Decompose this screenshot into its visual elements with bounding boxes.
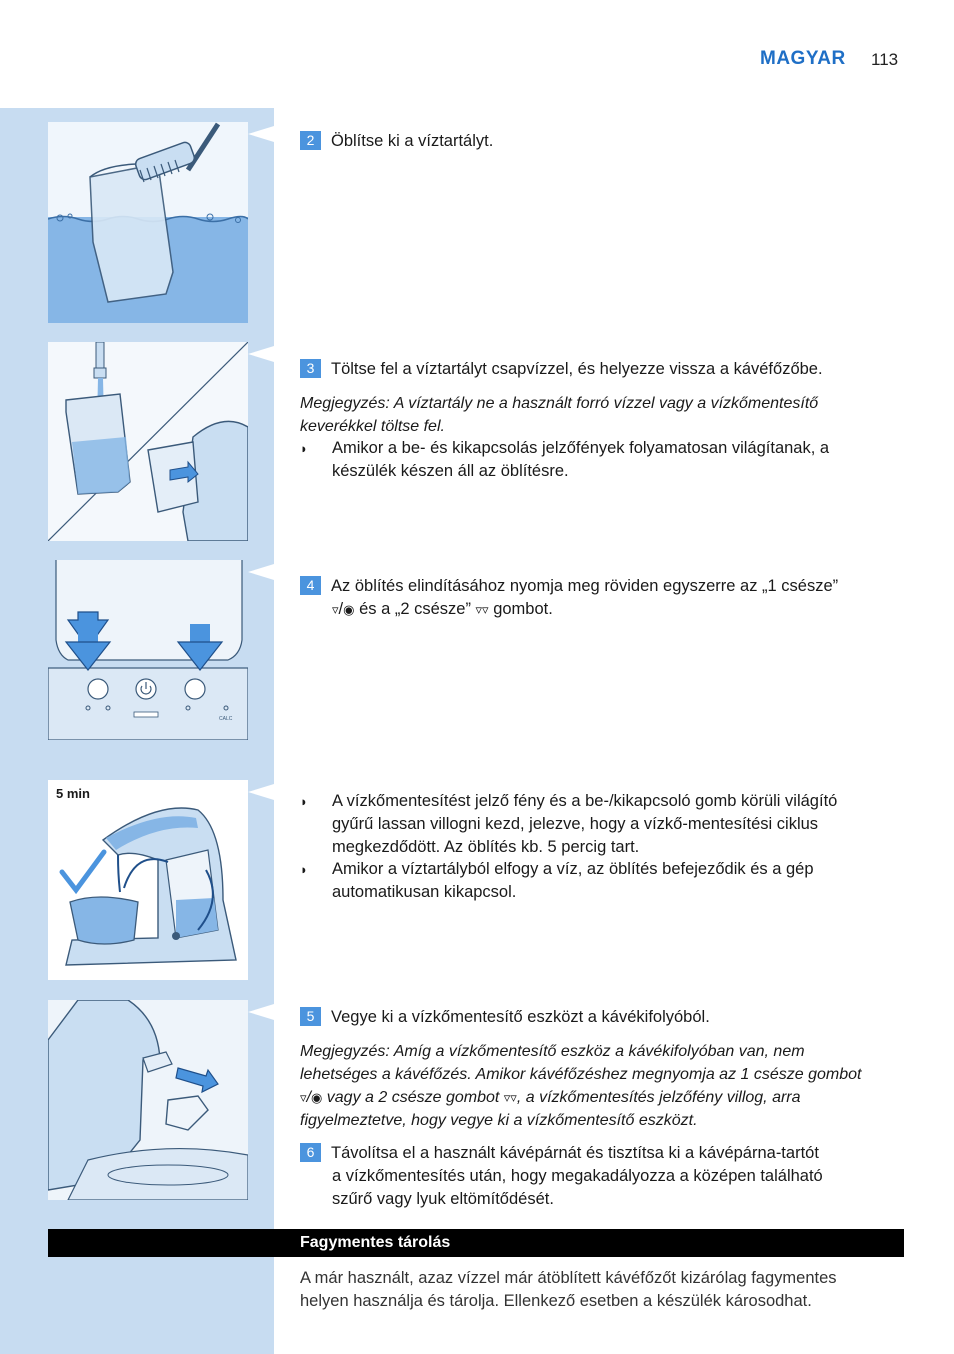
note-text: Amíg a vízkőmentesítő eszköz a kávékifolyóban van, nem: [393, 1043, 805, 1060]
paragraph-line: helyen használja és tárolja. Ellenkező esetben a készülék károsodhat.: [300, 1292, 812, 1310]
section-paragraph: [300, 1267, 900, 1313]
step-4: 4 Az öblítés elindításához nyomja meg röviden egyszerre az „1 csésze” ▿/◉ és a „2 csésze” ▿▿ gombot.: [300, 575, 906, 621]
bullet-text: A vízkőmentesítést jelző fény és a be-/kikapcsoló gomb körüli világító: [332, 792, 838, 810]
note-text: , a vízkőmentesítés jelzőfény villog, arra: [516, 1089, 801, 1106]
figure-fill-tank: [48, 342, 248, 541]
step-number: 5: [300, 1007, 321, 1026]
step-number: 6: [300, 1143, 321, 1162]
step-text: szűrő vagy lyuk eltömítődését.: [332, 1190, 554, 1208]
figure-pointer: [248, 564, 274, 580]
paragraph-line: A már használt, azaz vízzel már átöblített kávéfőzőt kizárólag fagymentes: [300, 1269, 837, 1287]
step-3: [300, 358, 823, 381]
note-label: Megjegyzés:: [300, 395, 390, 412]
step-text: Öblítse ki a víztartályt.: [331, 132, 494, 150]
step-text: a vízkőmentesítés után, hogy megakadályozza a középen található: [332, 1167, 823, 1185]
bullet-text: gyűrű lassan villogni kezd, jelezve, hogy a vízkő-mentesítési ciklus: [332, 815, 819, 833]
bullet-auto-off: [300, 858, 906, 904]
step-text: Távolítsa el a használt kávépárnát és tisztítsa ki a kávépárna-tartót: [331, 1144, 819, 1162]
section-header-bar: [48, 1229, 904, 1257]
bullet-marker-icon: ◗: [300, 441, 308, 456]
bullet-text: megkezdődött. Az öblítés kb. 5 percig tart.: [332, 838, 640, 856]
note-label: Megjegyzés:: [300, 1043, 390, 1060]
section-title: Fagymentes tárolás: [300, 1234, 451, 1251]
step-6: [300, 1142, 906, 1211]
note-text: vagy a 2 csésze gombot: [326, 1089, 500, 1106]
one-cup-icon: ▿: [332, 602, 339, 617]
note-step-5: Megjegyzés: Amíg a vízkőmentesítő eszköz a kávékifolyóban van, nem lehetséges a kávéfőzés. Amikor kávéfőzéshez megnyomja az 1 csésze gombot ▿/◉ vagy a 2 csésze gombot ▿▿, a vízkőmentesítés jelzőfény villog, arra figyelmeztetve, hogy vegye ki a vízkőmentesítő eszközt.: [300, 1043, 862, 1129]
one-cup-icon: ▿: [300, 1090, 307, 1105]
note-text: A víztartály ne a használt forró vízzel vagy a vízkőmentesítő: [393, 395, 819, 412]
step-text: Töltse fel a víztartályt csapvízzel, és helyezze vissza a kávéfőzőbe.: [331, 360, 823, 378]
step-5: [300, 1006, 710, 1029]
note-text: keverékkel töltse fel.: [300, 418, 445, 435]
step-text: Vegye ki a vízkőmentesítő eszközt a kávékifolyóból.: [331, 1008, 710, 1026]
bullet-marker-icon: ◗: [300, 794, 308, 809]
figure-pointer: [248, 1004, 274, 1020]
note-step-3: [300, 392, 900, 438]
step-text: Az öblítés elindításához nyomja meg röviden egyszerre az „1 csésze”: [331, 577, 839, 595]
mug-icon: ◉: [310, 1090, 323, 1105]
step-number: 3: [300, 359, 321, 378]
step-number: 4: [300, 576, 321, 595]
step-text: gombot.: [493, 600, 553, 618]
figure-pointer: [248, 784, 274, 800]
two-cup-icon: ▿▿: [503, 1090, 517, 1105]
page-number: 113: [871, 50, 899, 69]
figure-remove-tool: [48, 1000, 248, 1200]
mug-icon: ◉: [343, 602, 355, 617]
timer-label: 5 min: [56, 786, 90, 801]
note-text: lehetséges a kávéfőzés. Amikor kávéfőzéshez megnyomja az 1 csésze gombot: [300, 1066, 862, 1083]
calc-label: CALC: [219, 716, 233, 722]
bullet-text: Amikor a víztartályból elfogy a víz, az öblítés befejeződik és a gép: [332, 860, 814, 878]
step-text: és a „2 csésze”: [359, 600, 471, 618]
step-2: [300, 130, 493, 153]
bullet-marker-icon: ◗: [300, 862, 308, 877]
language-label: MAGYAR: [760, 48, 846, 69]
bullet-text: automatikusan kikapcsol.: [332, 883, 517, 901]
note-text: figyelmeztetve, hogy vegye ki a vízkőmentesítő eszközt.: [300, 1112, 698, 1129]
figure-rinse-tank: [48, 122, 248, 323]
figure-pointer: [248, 126, 274, 142]
bullet-text: Amikor a be- és kikapcsolás jelzőfények folyamatosan világítanak, a: [332, 439, 830, 457]
figure-control-panel: [48, 560, 248, 760]
figure-rinse-cycle: [48, 780, 248, 980]
figure-pointer: [248, 346, 274, 362]
bullet-text: készülék készen áll az öblítésre.: [332, 462, 569, 480]
bullet-ready: [300, 437, 906, 483]
bullet-descaling-light: [300, 790, 906, 859]
step-number: 2: [300, 131, 321, 150]
two-cup-icon: ▿▿: [475, 602, 489, 617]
